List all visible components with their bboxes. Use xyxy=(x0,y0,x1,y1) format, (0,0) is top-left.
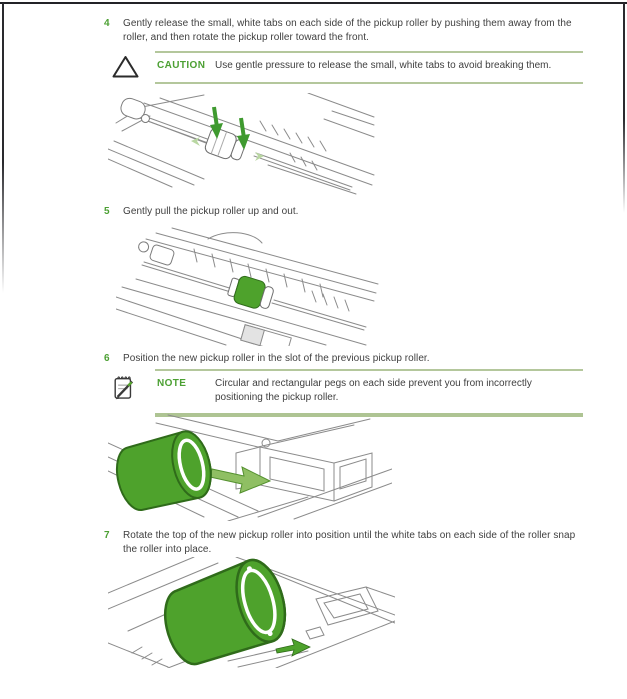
page-left-border xyxy=(2,3,4,293)
caution-text: Use gentle pressure to release the small, white tabs to avoid breaking them. xyxy=(215,60,552,71)
step-4-text: Gently release the small, white tabs on each side of the pickup roller by pushing them away from the roller, and then rotate the pickup roller toward the front. xyxy=(123,18,572,43)
note-text: Circular and rectangular pegs on each side prevent you from incorrectly positioning the pickup roller. xyxy=(215,378,532,403)
step-5-number: 5 xyxy=(104,206,110,217)
note-label: NOTE xyxy=(157,378,187,389)
caution-box xyxy=(112,51,583,84)
page-top-border xyxy=(0,2,627,4)
step-6-number: 6 xyxy=(104,353,110,364)
figure-pull-roller xyxy=(116,227,380,346)
green-roller-rotating xyxy=(155,557,294,668)
step-6 xyxy=(104,352,588,366)
step-7-number: 7 xyxy=(104,530,110,541)
step-7-text: Rotate the top of the new pickup roller into position until the white tabs on each side of the roller snap the roller into place. xyxy=(123,530,576,555)
figure-release-tabs xyxy=(108,93,375,196)
caution-label: CAUTION xyxy=(157,60,206,71)
note-box xyxy=(112,369,583,417)
snap-arrow xyxy=(276,639,310,656)
notepad-pencil-icon xyxy=(112,374,136,406)
note-body xyxy=(155,369,583,417)
step-5 xyxy=(104,205,588,219)
step-4 xyxy=(104,17,588,44)
new-green-roller xyxy=(110,427,217,515)
insert-arrow xyxy=(210,467,270,493)
caution-body xyxy=(155,51,583,84)
step-6-text: Position the new pickup roller in the slot of the previous pickup roller. xyxy=(123,353,430,364)
figure-rotate-roller xyxy=(108,557,395,668)
page-right-border xyxy=(623,3,625,213)
step-5-text: Gently pull the pickup roller up and out. xyxy=(123,206,299,217)
figure-position-roller xyxy=(108,413,392,521)
warning-triangle-icon xyxy=(112,55,139,84)
step-7 xyxy=(104,529,588,556)
step-4-number: 4 xyxy=(104,18,110,29)
